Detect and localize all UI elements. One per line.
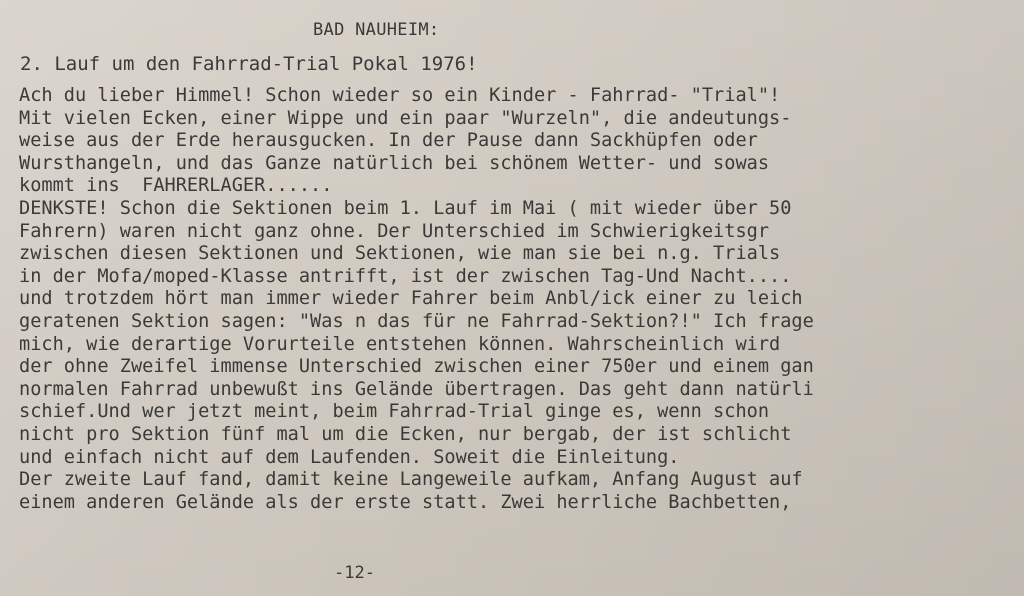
text-line: zwischen diesen Sektionen und Sektionen, wie man sie bei n.g. Trials <box>19 243 781 265</box>
article-title: 2. Lauf um den Fahrrad-Trial Pokal 1976! <box>20 53 478 75</box>
text-line: Ach du lieber Himmel! Schon wieder so ein Kinder - Fahrrad- "Trial"! <box>19 85 781 106</box>
text-line: der ohne Zweifel immense Unterschied zwischen einer 750er und einem gan <box>19 356 814 378</box>
text-line: nicht pro Sektion fünf mal um die Ecken, nur bergab, der ist schlicht <box>19 423 792 445</box>
text-line: normalen Fahrrad unbewußt ins Gelände übertragen. Das geht dann natürli <box>19 378 814 400</box>
text-line: und einfach nicht auf dem Laufenden. Soweit die Einleitung. <box>19 446 680 468</box>
page-heading: BAD NAUHEIM: <box>313 20 440 40</box>
text-line: Wursthangeln, und das Ganze natürlich bei schönem Wetter- und sowas <box>19 152 770 174</box>
text-line: weise aus der Erde herausgucken. In der Pause dann Sackhüpfen oder <box>19 130 758 152</box>
text-line: mich, wie derartige Vorurteile entstehen können. Wahrscheinlich wird <box>19 333 781 355</box>
text-line: kommt ins FAHRERLAGER...... <box>19 175 333 197</box>
text-line: Der zweite Lauf fand, damit keine Langeweile aufkam, Anfang August auf <box>19 469 803 491</box>
text-line: geratenen Sektion sagen: "Was n das für ne Fahrrad-Sektion?!" Ich frage <box>19 310 814 332</box>
text-line: in der Mofa/moped-Klasse antrifft, ist der zwischen Tag-Und Nacht.... <box>19 265 792 287</box>
text-line: schief.Und wer jetzt meint, beim Fahrrad-Trial ginge es, wenn schon <box>19 401 770 423</box>
text-line: Fahrern) waren nicht ganz ohne. Der Unterschied im Schwierigkeitsgr <box>19 220 770 242</box>
page-number: -12- <box>334 563 375 583</box>
article-body <box>19 85 1024 514</box>
text-line: DENKSTE! Schon die Sektionen beim 1. Lauf im Mai ( mit wieder über 50 <box>19 197 792 219</box>
text-line: und trotzdem hört man immer wieder Fahrer beim Anbl/ick einer zu leich <box>19 288 803 310</box>
text-line: Mit vielen Ecken, einer Wippe und ein paar "Wurzeln", die andeutungs- <box>19 107 792 129</box>
text-line: einem anderen Gelände als der erste statt. Zwei herrliche Bachbetten, <box>19 491 792 513</box>
